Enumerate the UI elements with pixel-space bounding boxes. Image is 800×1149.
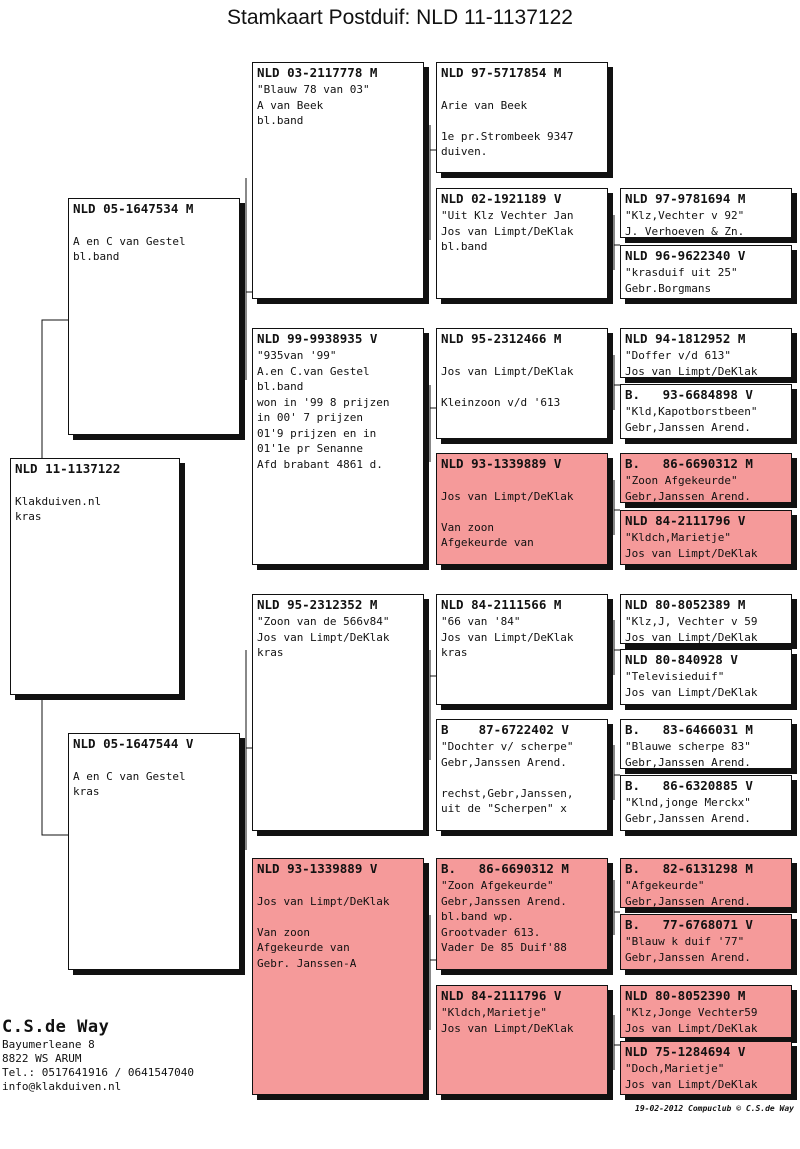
- card-line: Gebr,Janssen Arend.: [625, 950, 751, 964]
- card-line: Jos van Limpt/DeKlak: [625, 546, 758, 560]
- card-line: Jos van Limpt/DeKlak: [441, 1021, 574, 1035]
- owner-phone: Tel.: 0517641916 / 0641547040: [2, 1066, 195, 1079]
- ring-number: NLD 95-2312466 M: [441, 331, 562, 346]
- pedigree-card-ff[interactable]: [252, 62, 424, 299]
- card-line: 01'9 prijzen en in: [257, 426, 377, 440]
- pedigree-card-mmf[interactable]: [436, 858, 608, 970]
- card-line: won in '99 8 prijzen: [257, 395, 390, 409]
- card-line: "Zoon Afgekeurde": [441, 879, 554, 892]
- card-line: "Zoon Afgekeurde": [625, 474, 738, 487]
- ring-number: NLD 84-2111796 V: [625, 513, 746, 528]
- card-line: Arie van Beek: [441, 98, 528, 112]
- pedigree-card-mother[interactable]: [68, 733, 240, 970]
- card-line: "Televisieduif": [625, 670, 725, 683]
- pedigree-card-ffm[interactable]: [436, 188, 608, 299]
- card-line: "Dochter v/ scherpe": [441, 740, 574, 753]
- owner-street: Bayumerleane 8: [2, 1038, 95, 1051]
- card-line: Gebr,Janssen Arend.: [625, 489, 751, 503]
- pedigree-card-fm[interactable]: [252, 328, 424, 565]
- ring-number: B 87-6722402 V: [441, 722, 569, 737]
- card-line: rechst,Gebr,Janssen,: [441, 786, 574, 800]
- card-line: kras: [441, 646, 468, 659]
- pedigree-card-father[interactable]: [68, 198, 240, 435]
- ring-number: NLD 11-1137122: [15, 461, 121, 476]
- owner-email[interactable]: info@klakduiven.nl: [2, 1080, 122, 1093]
- ring-number: NLD 84-2111796 V: [441, 988, 562, 1003]
- card-line: "Klz,J, Vechter v 59: [625, 615, 758, 628]
- card-line: Gebr. Janssen-A: [257, 956, 357, 970]
- card-line: [441, 113, 603, 129]
- card-line: [441, 770, 603, 786]
- card-line: "Uit Klz Vechter Jan: [441, 209, 574, 222]
- card-line: "Blauwe scherpe 83": [625, 740, 751, 753]
- ring-number: NLD 93-1339889 V: [441, 456, 562, 471]
- card-line: J. Verhoeven & Zn.: [625, 224, 745, 238]
- pedigree-card-ffmm[interactable]: [620, 245, 792, 299]
- card-line: Afgekeurde van: [257, 941, 350, 954]
- card-line: in 00' 7 prijzen: [257, 411, 363, 424]
- ring-number: NLD 80-8052390 M: [625, 988, 746, 1003]
- ring-number: NLD 75-1284694 V: [625, 1044, 746, 1059]
- card-line: bl.band: [73, 250, 120, 263]
- pedigree-card-mfmf[interactable]: [620, 719, 792, 769]
- card-line: kras: [15, 510, 42, 523]
- ring-number: B. 77-6768071 V: [625, 917, 753, 932]
- owner-contact-block: [2, 1016, 194, 1094]
- card-line: Vader De 85 Duif'88: [441, 941, 567, 954]
- card-line: "Doffer v/d 613": [625, 349, 731, 362]
- pedigree-card-subject[interactable]: [10, 458, 180, 695]
- card-line: "935van '99": [257, 349, 337, 362]
- ring-number: NLD 02-1921189 V: [441, 191, 562, 206]
- pedigree-card-mmm[interactable]: [436, 985, 608, 1095]
- pedigree-card-mmff[interactable]: [620, 858, 792, 908]
- card-line: A van Beek: [257, 98, 324, 112]
- card-line: A en C van Gestel: [73, 769, 186, 783]
- card-line: Klakduiven.nl: [15, 494, 102, 508]
- card-line: [441, 504, 603, 520]
- ring-number: NLD 99-9938935 V: [257, 331, 378, 346]
- card-line: [441, 82, 603, 98]
- ring-number: NLD 93-1339889 V: [257, 861, 378, 876]
- card-line: Grootvader 613.: [441, 925, 541, 939]
- card-line: Gebr,Janssen Arend.: [441, 755, 567, 769]
- card-line: 1e pr.Strombeek 9347: [441, 129, 574, 143]
- card-line: "krasduif uit 25": [625, 266, 738, 279]
- card-line: 01'1e pr Senanne: [257, 442, 363, 455]
- ring-number: NLD 80-8052389 M: [625, 597, 746, 612]
- ring-number: B. 86-6690312 M: [625, 456, 753, 471]
- pedigree-card-mmmf[interactable]: [620, 985, 792, 1038]
- pedigree-card-mmfm[interactable]: [620, 914, 792, 970]
- card-line: Jos van Limpt/DeKlak: [441, 630, 574, 644]
- card-line: Van zoon: [257, 925, 310, 939]
- card-line: [441, 348, 603, 364]
- card-line: A.en C.van Gestel: [257, 364, 370, 378]
- ring-number: NLD 95-2312352 M: [257, 597, 378, 612]
- card-line: bl.band wp.: [441, 910, 514, 923]
- ring-number: NLD 80-840928 V: [625, 652, 738, 667]
- ring-number: B. 82-6131298 M: [625, 861, 753, 876]
- card-line: Jos van Limpt/DeKlak: [441, 364, 574, 378]
- card-line: Jos van Limpt/DeKlak: [257, 894, 390, 908]
- pedigree-card-fmff[interactable]: [620, 328, 792, 378]
- pedigree-card-mf[interactable]: [252, 594, 424, 831]
- ring-number: B. 93-6684898 V: [625, 387, 753, 402]
- card-line: "Afgekeurde": [625, 879, 705, 892]
- card-line: Gebr,Janssen Arend.: [625, 420, 751, 434]
- card-line: Afd brabant 4861 d.: [257, 457, 383, 471]
- card-line: "Blauw k duif '77": [625, 935, 745, 948]
- card-line: [73, 753, 235, 769]
- card-line: "Klnd,jonge Merckx": [625, 796, 751, 809]
- card-line: A en C van Gestel: [73, 234, 186, 248]
- card-line: Gebr,Janssen Arend.: [625, 894, 751, 908]
- card-line: kras: [257, 646, 284, 659]
- card-line: bl.band: [257, 114, 304, 127]
- card-line: bl.band: [257, 380, 304, 393]
- ring-number: B. 83-6466031 M: [625, 722, 753, 737]
- card-line: "Kldch,Marietje": [625, 531, 731, 544]
- card-line: Gebr,Janssen Arend.: [441, 894, 567, 908]
- pedigree-card-fmfm[interactable]: [620, 384, 792, 439]
- pedigree-card-fmf[interactable]: [436, 328, 608, 439]
- pedigree-card-mff[interactable]: [436, 594, 608, 705]
- ring-number: NLD 84-2111566 M: [441, 597, 562, 612]
- card-line: "Zoon van de 566v84": [257, 615, 390, 628]
- pedigree-card-mmmm[interactable]: [620, 1041, 792, 1095]
- ring-number: NLD 03-2117778 M: [257, 65, 378, 80]
- ring-number: NLD 05-1647534 M: [73, 201, 194, 216]
- card-line: "Klz,Vechter v 92": [625, 209, 745, 222]
- card-line: [257, 878, 419, 894]
- pedigree-card-mfmm[interactable]: [620, 775, 792, 831]
- card-line: Gebr.Borgmans: [625, 281, 712, 295]
- card-line: Jos van Limpt/DeKlak: [441, 224, 574, 238]
- ring-number: B. 86-6320885 V: [625, 778, 753, 793]
- ring-number: NLD 05-1647544 V: [73, 736, 194, 751]
- card-line: Jos van Limpt/DeKlak: [625, 630, 758, 644]
- ring-number: NLD 97-9781694 M: [625, 191, 746, 206]
- footer-date-credit: 19-02-2012 Compuclub © C.S.de Way: [635, 1104, 794, 1113]
- card-line: [257, 909, 419, 925]
- pedigree-card-fmmm[interactable]: [620, 510, 792, 565]
- pedigree-card-fmm[interactable]: [436, 453, 608, 565]
- card-line: Kleinzoon v/d '613: [441, 395, 561, 409]
- card-line: Jos van Limpt/DeKlak: [441, 489, 574, 503]
- card-line: "Kld,Kapotborstbeen": [625, 405, 758, 418]
- pedigree-card-mffm[interactable]: [620, 649, 792, 705]
- card-line: "66 van '84": [441, 615, 521, 628]
- pedigree-card-mfm[interactable]: [436, 719, 608, 831]
- card-line: Gebr,Janssen Arend.: [625, 811, 751, 825]
- pedigree-card-ffmf[interactable]: [620, 188, 792, 238]
- card-line: bl.band: [441, 240, 488, 253]
- owner-name: C.S.de Way: [2, 1017, 110, 1037]
- ring-number: B. 86-6690312 M: [441, 861, 569, 876]
- card-line: Jos van Limpt/DeKlak: [257, 630, 390, 644]
- card-line: [15, 478, 175, 494]
- card-line: "Blauw 78 van 03": [257, 83, 370, 96]
- card-line: duiven.: [441, 145, 488, 158]
- card-line: Afgekeurde van: [441, 536, 534, 549]
- pedigree-card-mfff[interactable]: [620, 594, 792, 644]
- card-line: Van zoon: [441, 520, 494, 534]
- card-line: uit de "Scherpen" x: [441, 802, 567, 815]
- card-line: [441, 473, 603, 489]
- card-line: Gebr,Janssen Arend.: [625, 755, 751, 769]
- card-line: "Doch,Marietje": [625, 1062, 725, 1075]
- card-line: [441, 379, 603, 395]
- pedigree-card-mm[interactable]: [252, 858, 424, 1095]
- card-line: kras: [73, 785, 100, 798]
- card-line: "Kldch,Marietje": [441, 1006, 547, 1019]
- owner-city: 8822 WS ARUM: [2, 1052, 82, 1065]
- card-line: "Klz,Jonge Vechter59: [625, 1006, 758, 1019]
- ring-number: NLD 94-1812952 M: [625, 331, 746, 346]
- pedigree-card-fmmf[interactable]: [620, 453, 792, 503]
- ring-number: NLD 97-5717854 M: [441, 65, 562, 80]
- card-line: Jos van Limpt/DeKlak: [625, 685, 758, 699]
- card-line: Jos van Limpt/DeKlak: [625, 1021, 758, 1035]
- pedigree-card-fff[interactable]: [436, 62, 608, 173]
- page-title: Stamkaart Postduif: NLD 11-1137122: [227, 6, 573, 29]
- card-line: Jos van Limpt/DeKlak: [625, 364, 758, 378]
- ring-number: NLD 96-9622340 V: [625, 248, 746, 263]
- card-line: [73, 218, 235, 234]
- card-line: Jos van Limpt/DeKlak: [625, 1077, 758, 1091]
